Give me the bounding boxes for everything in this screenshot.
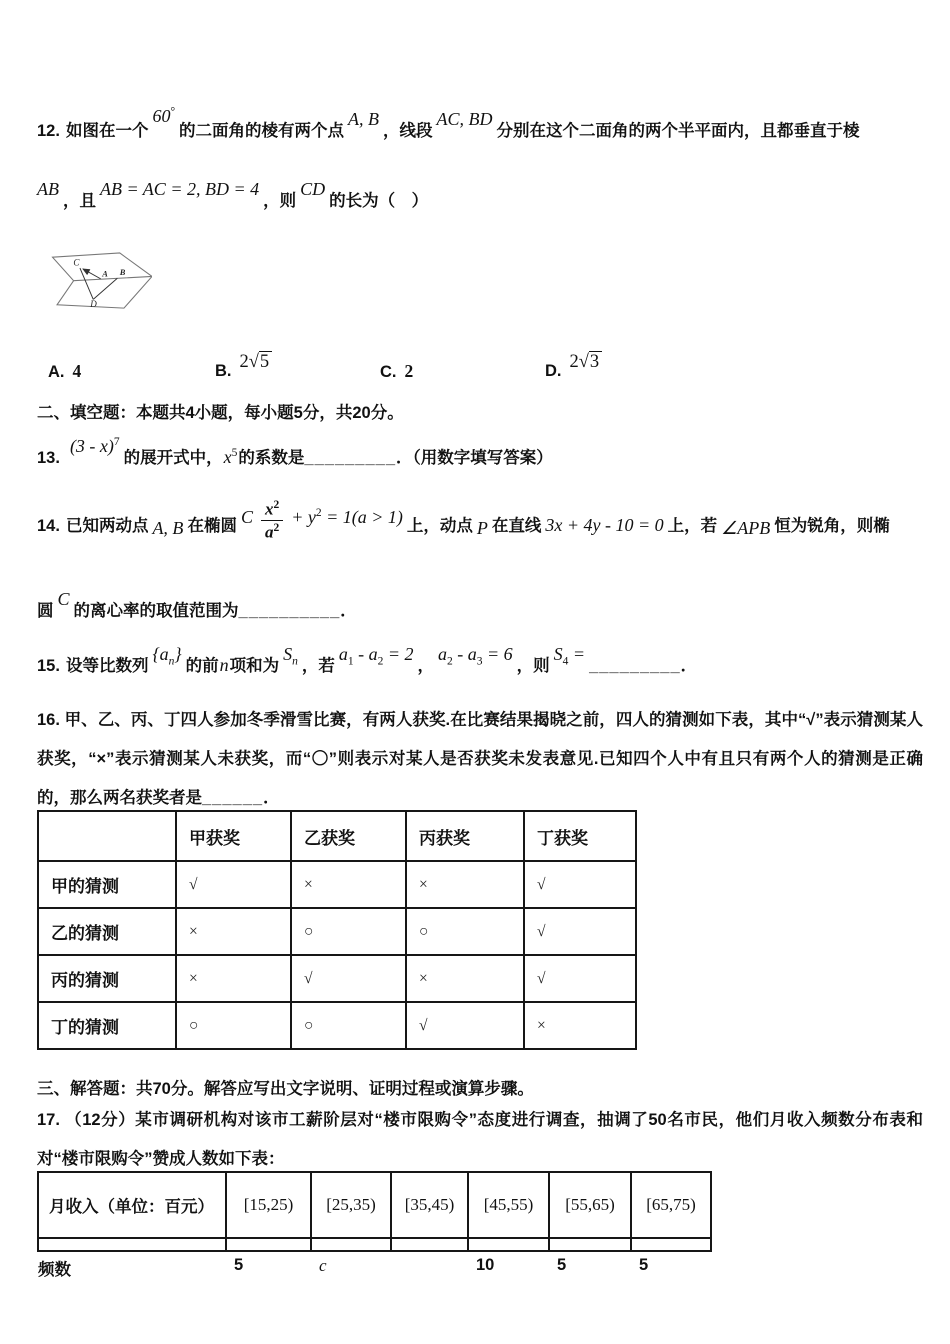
text-run: 的离心率的取值范围为 bbox=[73, 602, 239, 620]
option-label: B. bbox=[215, 362, 232, 380]
table-header-cell: 丁获奖 bbox=[524, 811, 636, 861]
answer-blank: ______ bbox=[202, 789, 264, 807]
text-run: 的二面角的棱有两个点 bbox=[179, 122, 345, 140]
frequency-cell bbox=[390, 1256, 467, 1280]
spacer-row bbox=[38, 1238, 711, 1251]
option-value bbox=[240, 352, 273, 372]
exponent: 2 bbox=[315, 507, 322, 520]
frequency-label: 频数 bbox=[38, 1261, 71, 1279]
math-run bbox=[224, 447, 238, 467]
frequency-cell: c bbox=[319, 1256, 327, 1275]
text-run: 已知两动点 bbox=[65, 517, 149, 536]
question-15 bbox=[37, 644, 698, 686]
point-label-c: C bbox=[73, 257, 80, 268]
answer-blank: _________ bbox=[304, 449, 397, 467]
coefficient: 2 bbox=[569, 352, 579, 372]
math-base: + y bbox=[291, 507, 316, 528]
interval-cell: [15,25) bbox=[226, 1172, 311, 1238]
math-run bbox=[553, 644, 586, 668]
text-run: 项和为 bbox=[229, 657, 280, 675]
interval-cell: [45,55) bbox=[468, 1172, 549, 1238]
guess-cell: √ bbox=[524, 908, 636, 955]
math-base: x bbox=[264, 499, 274, 519]
math-equation bbox=[338, 644, 414, 668]
point-label-a: A bbox=[102, 268, 108, 279]
question-number: 12. bbox=[37, 122, 60, 140]
text-run: ． bbox=[340, 602, 357, 620]
text-run: 如图在一个 bbox=[65, 122, 149, 140]
option-d bbox=[545, 352, 602, 384]
section-2-heading: 二、填空题：本题共4小题，每小题5分，共20分。 bbox=[37, 404, 404, 422]
option-label: D. bbox=[545, 362, 562, 380]
math-base: = 2 bbox=[383, 644, 414, 664]
frequency-cell: 5 bbox=[234, 1256, 244, 1274]
text-run: 在椭圆 bbox=[187, 517, 237, 536]
question-14-line-2 bbox=[37, 589, 357, 624]
text-run: 上，若 bbox=[667, 517, 718, 536]
math-run: A, B bbox=[152, 518, 184, 539]
point-label-b: B bbox=[119, 267, 126, 278]
text-run: 的前 bbox=[185, 657, 219, 675]
math-run: CD bbox=[300, 179, 326, 199]
guess-cell: × bbox=[406, 955, 524, 1002]
option-value: 4 bbox=[72, 361, 82, 381]
table-header-row bbox=[38, 1172, 711, 1238]
guess-cell: √ bbox=[524, 861, 636, 908]
frequency-cell: 5 bbox=[557, 1256, 567, 1274]
sqrt-symbol: √ bbox=[248, 352, 259, 372]
math-equation bbox=[438, 644, 513, 668]
subscript: n bbox=[168, 655, 175, 668]
math-run: 60 bbox=[152, 106, 171, 126]
exponent: 7 bbox=[113, 436, 120, 448]
subscript: 4 bbox=[562, 655, 569, 668]
option-a bbox=[48, 358, 81, 385]
subscript: 1 bbox=[347, 655, 354, 668]
math-run: n bbox=[219, 655, 229, 675]
text-run: 分别在这个二面角的两个半平面内，且都垂直于棱 bbox=[496, 122, 860, 140]
math-run: C bbox=[240, 507, 253, 528]
question-14-line-1 bbox=[37, 499, 890, 548]
question-13 bbox=[37, 436, 553, 471]
math-base: x bbox=[223, 447, 232, 467]
text-run: ，且 bbox=[63, 192, 96, 210]
radicand: 5 bbox=[259, 351, 272, 372]
table-row-label: 甲的猜测 bbox=[38, 861, 176, 908]
answer-blank: _________ bbox=[589, 657, 681, 675]
question-number: 15. bbox=[37, 657, 60, 675]
text-run: ． bbox=[680, 657, 698, 675]
math-base: a bbox=[338, 644, 348, 664]
math-base: } bbox=[174, 644, 182, 664]
text-run: ．（用数字填写答案） bbox=[396, 449, 553, 467]
text-run: ，若 bbox=[301, 657, 335, 675]
text-run: 恒为锐角，则椭 bbox=[774, 517, 890, 536]
table-row-label: 丙的猜测 bbox=[38, 955, 176, 1002]
text-run: 在直线 bbox=[491, 517, 542, 536]
question-16 bbox=[37, 701, 923, 818]
text-run: ． bbox=[263, 789, 280, 807]
fraction-numerator bbox=[261, 499, 283, 521]
math-base: {a bbox=[152, 644, 169, 664]
option-label: C. bbox=[380, 363, 397, 381]
frequency-row bbox=[37, 1256, 710, 1280]
math-base: = 1(a > 1) bbox=[326, 507, 403, 528]
table-row-label: 丁的猜测 bbox=[38, 1002, 176, 1049]
table-header-row bbox=[38, 811, 636, 861]
point-label-d: D bbox=[90, 299, 97, 310]
answer-blank: __________ bbox=[238, 602, 341, 620]
text-run: 的展开式中， bbox=[123, 449, 223, 467]
interval-cell: [25,35) bbox=[311, 1172, 391, 1238]
text-run: ，则 bbox=[516, 657, 550, 675]
fraction-denominator bbox=[261, 521, 283, 542]
subscript: n bbox=[292, 655, 298, 668]
question-number: 14. bbox=[37, 517, 60, 536]
text-run: ，则 bbox=[263, 192, 297, 210]
option-value bbox=[570, 352, 603, 372]
table-row bbox=[38, 908, 636, 955]
math-run: 3x + 4y - 10 = 0 bbox=[545, 515, 664, 536]
math-run: AC, BD bbox=[436, 109, 493, 129]
table-header-cell: 乙获奖 bbox=[291, 811, 406, 861]
frequency-cell: 5 bbox=[639, 1256, 649, 1274]
interval-cell: [35,45) bbox=[391, 1172, 468, 1238]
option-value: 2 bbox=[404, 361, 414, 381]
segment-cd bbox=[80, 268, 93, 299]
guess-cell: √ bbox=[176, 861, 291, 908]
text-run: 的长为（ ） bbox=[329, 192, 429, 210]
table-row bbox=[38, 1002, 636, 1049]
exponent: 2 bbox=[273, 522, 280, 535]
text-run: 的系数是 bbox=[238, 449, 305, 467]
math-angle-60 bbox=[152, 106, 175, 126]
interval-cell: [65,75) bbox=[631, 1172, 711, 1238]
guess-cell: × bbox=[291, 861, 406, 908]
table-row bbox=[38, 955, 636, 1002]
question-number: 13. bbox=[37, 449, 60, 467]
subscript: 2 bbox=[447, 655, 453, 668]
math-base: = 6 bbox=[482, 644, 513, 664]
math-base: - a bbox=[353, 644, 378, 664]
math-run: ∠APB bbox=[721, 518, 771, 539]
guess-cell: √ bbox=[406, 1002, 524, 1049]
guess-cell: ○ bbox=[406, 908, 524, 955]
lower-half-plane bbox=[57, 276, 152, 308]
math-run: AB = AC = 2, BD = 4 bbox=[100, 179, 260, 199]
income-table bbox=[37, 1171, 712, 1252]
table-header-cell: 甲获奖 bbox=[176, 811, 291, 861]
income-header-cell: 月收入（单位：百元） bbox=[38, 1172, 226, 1238]
math-sequence bbox=[152, 644, 182, 668]
radicand: 3 bbox=[589, 351, 602, 372]
subscript: 2 bbox=[377, 655, 384, 668]
coefficient: 2 bbox=[239, 352, 249, 372]
math-base: (3 - x) bbox=[69, 436, 114, 456]
math-run: A, B bbox=[348, 109, 380, 129]
text-run: 设等比数列 bbox=[65, 657, 149, 675]
math-base: S bbox=[553, 644, 563, 664]
math-base: a bbox=[438, 644, 447, 664]
text-run: 16. 甲、乙、丙、丁四人参加冬季滑雪比赛，有两人获奖.在比赛结果揭晓之前，四人的猜测如下表，其中“√”表示猜测某人获奖，“×”表示猜测某人未获奖，而“〇”则表示对某人是否获奖未发表意见.已知四个人中有且只有两个人的猜测是正确的，那么两名获奖者是 bbox=[37, 711, 923, 807]
guess-cell: × bbox=[524, 1002, 636, 1049]
table-row-label: 乙的猜测 bbox=[38, 908, 176, 955]
subscript: 3 bbox=[476, 655, 483, 668]
math-run bbox=[283, 644, 298, 668]
fraction bbox=[261, 499, 283, 542]
dihedral-angle-diagram bbox=[48, 248, 152, 320]
section-3-heading: 三、解答题：共70分。解答应写出文字说明、证明过程或演算步骤。 bbox=[37, 1080, 534, 1098]
segment-ac bbox=[83, 269, 101, 279]
math-run bbox=[70, 436, 120, 456]
math-run: P bbox=[476, 518, 488, 539]
text-run: ， bbox=[417, 657, 434, 675]
text-run: 17. （12分）某市调研机构对该市工薪阶层对“楼市限购令”态度进行调查，抽调了50名市民，他们月收入频数分布表和对“楼市限购令”赞成人数如下表： bbox=[37, 1111, 923, 1168]
guess-cell: √ bbox=[291, 955, 406, 1002]
option-c bbox=[380, 358, 413, 385]
interval-cell: [55,65) bbox=[549, 1172, 631, 1238]
math-base: - a bbox=[452, 644, 477, 664]
exponent: 2 bbox=[273, 499, 280, 511]
exponent: 5 bbox=[231, 447, 238, 459]
option-label: A. bbox=[48, 363, 65, 381]
guess-cell: ○ bbox=[291, 908, 406, 955]
text-run: 圆 bbox=[37, 602, 54, 620]
sqrt-symbol: √ bbox=[578, 352, 589, 372]
math-run bbox=[291, 507, 403, 527]
table-header-cell: 丙获奖 bbox=[406, 811, 524, 861]
segment-db bbox=[93, 278, 117, 299]
guess-cell: √ bbox=[524, 955, 636, 1002]
math-base: S bbox=[283, 644, 293, 664]
question-17 bbox=[37, 1101, 923, 1179]
text-run: 上，动点 bbox=[406, 517, 473, 536]
option-b bbox=[215, 352, 272, 384]
question-12-line-2 bbox=[37, 179, 429, 214]
table-header-cell bbox=[38, 811, 176, 861]
degree-sign: ° bbox=[170, 106, 176, 118]
math-run: C bbox=[57, 589, 70, 609]
guess-table bbox=[37, 810, 637, 1050]
math-base: = bbox=[568, 644, 586, 664]
text-run: ，线段 bbox=[383, 122, 433, 140]
guess-cell: ○ bbox=[291, 1002, 406, 1049]
question-12-line-1 bbox=[37, 106, 860, 144]
guess-cell: × bbox=[406, 861, 524, 908]
guess-cell: ○ bbox=[176, 1002, 291, 1049]
math-base: a bbox=[264, 522, 274, 542]
math-run: AB bbox=[37, 179, 59, 199]
guess-cell: × bbox=[176, 955, 291, 1002]
table-row bbox=[38, 861, 636, 908]
frequency-cell: 10 bbox=[476, 1256, 495, 1274]
guess-cell: × bbox=[176, 908, 291, 955]
